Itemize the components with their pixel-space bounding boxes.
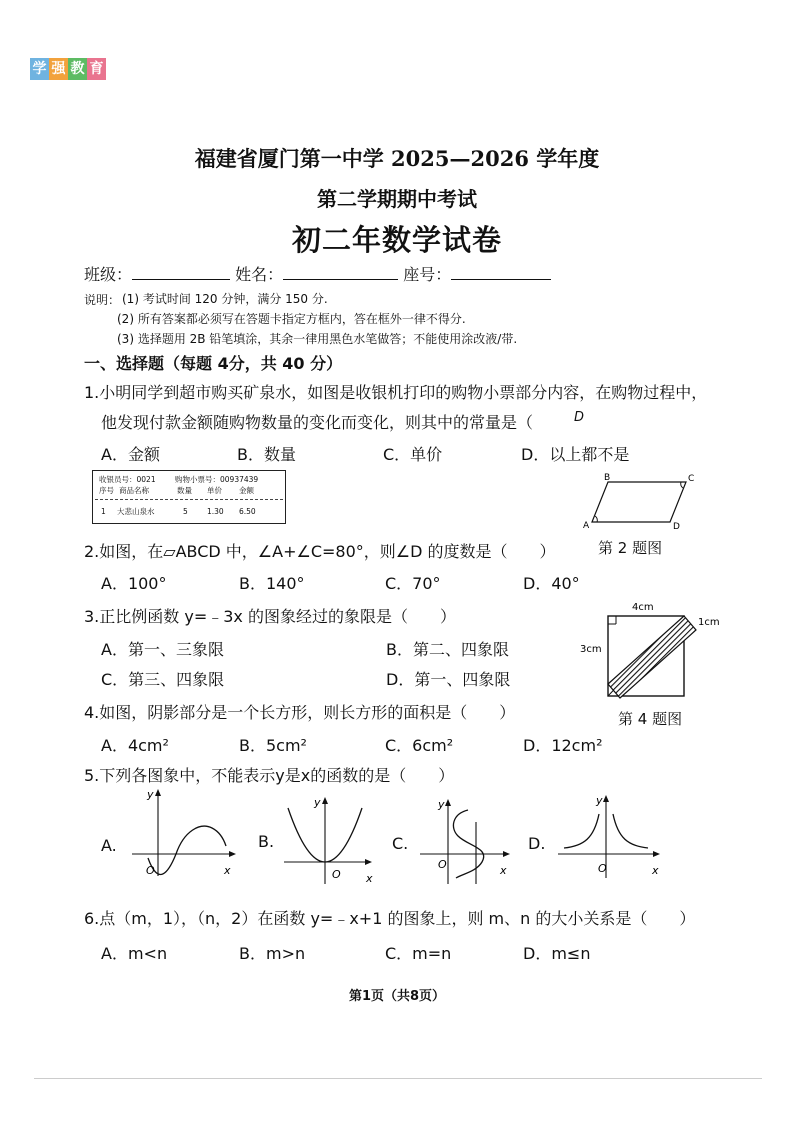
graph-a-x-label: x xyxy=(224,864,231,877)
q2-option-a[interactable]: A．100° xyxy=(101,574,167,593)
receipt-row-name: 大悲山泉水 xyxy=(117,507,155,516)
q6-option-d[interactable]: D．m≤n xyxy=(523,944,591,963)
q5-text: 5.下列各图象中，不能表示y是x的函数的是（ ） xyxy=(84,766,455,785)
receipt xyxy=(92,470,286,524)
receipt-ticket: 购物小票号：00937439 xyxy=(175,475,259,484)
receipt-header-name: 商品名称 xyxy=(119,486,149,495)
q1-handwritten-answer: D xyxy=(574,410,585,425)
q1-line1: 1.小明同学到超市购买矿泉水，如图是收银机打印的购物小票部分内容，在购物过程中， xyxy=(84,383,708,402)
q5-graph-c xyxy=(416,794,516,886)
q3-option-a[interactable]: A．第一、三象限 xyxy=(101,640,224,659)
q1-option-d[interactable]: D．以上都不是 xyxy=(521,445,630,464)
q2-text: 2.如图，在▱ABCD 中，∠A+∠C=80°，则∠D 的度数是（ ） xyxy=(84,542,556,561)
note-1: (1) 考试时间 120 分钟，满分 150 分. xyxy=(122,292,328,306)
logo-char: 学 xyxy=(30,58,49,80)
bottom-divider xyxy=(34,1078,762,1079)
vertex-a-label: A xyxy=(583,521,590,531)
q3-option-b[interactable]: B．第二、四象限 xyxy=(386,640,509,659)
name-label: 姓名： xyxy=(235,265,284,284)
label-4cm: 4cm xyxy=(632,602,654,613)
logo-char: 强 xyxy=(49,58,68,80)
name-blank[interactable] xyxy=(283,265,398,280)
seat-label: 座号： xyxy=(403,265,452,284)
q3-option-d[interactable]: D．第一、四象限 xyxy=(386,670,511,689)
q4-option-d[interactable]: D．12cm² xyxy=(523,736,603,755)
q6-option-c[interactable]: C．m=n xyxy=(385,944,452,963)
page-footer: 第1页（共8页） xyxy=(348,989,446,1004)
graph-c-x-label: x xyxy=(500,864,507,877)
q1-option-b[interactable]: B．数量 xyxy=(237,445,296,464)
q4-text: 4.如图，阴影部分是一个长方形，则长方形的面积是（ ） xyxy=(84,703,516,722)
angle-c-arc xyxy=(681,482,683,488)
logo-char: 教 xyxy=(68,58,87,80)
q2-option-d[interactable]: D．40° xyxy=(523,574,580,593)
graph-d-y-label: y xyxy=(596,794,603,807)
logo xyxy=(30,58,106,80)
q1-option-a[interactable]: A．金额 xyxy=(101,445,160,464)
q2-option-b[interactable]: B．140° xyxy=(239,574,305,593)
class-label: 班级： xyxy=(84,265,133,284)
receipt-divider xyxy=(95,499,283,500)
graph-b-origin-label: O xyxy=(332,868,341,881)
seat-blank[interactable] xyxy=(451,265,551,280)
notes-label: 说明： xyxy=(84,293,121,307)
graph-b-y-label: y xyxy=(314,796,321,809)
q4-option-b[interactable]: B．5cm² xyxy=(239,736,307,755)
parallelogram-shape xyxy=(592,482,686,522)
label-3cm: 3cm xyxy=(580,644,602,655)
graph-a-origin-label: O xyxy=(146,864,155,877)
graph-d-x-label: x xyxy=(652,864,659,877)
q5-option-c[interactable]: C. xyxy=(392,834,409,853)
receipt-header-qty: 数量 xyxy=(177,486,192,495)
angle-a-arc xyxy=(595,516,597,522)
q5-graph-a xyxy=(128,786,240,880)
q1-line2: 他发现付款金额随购物数量的变化而变化，则其中的常量是（ xyxy=(101,413,534,432)
note-3: (3) 选择题用 2B 铅笔填涂，其余一律用黑色水笔做答；不能使用涂改液/带. xyxy=(117,332,518,346)
receipt-header-amount: 金额 xyxy=(239,486,254,495)
q5-option-b[interactable]: B. xyxy=(258,832,275,851)
receipt-header-price: 单价 xyxy=(207,486,222,495)
q5-graph-d xyxy=(554,790,666,882)
q2-caption: 第 2 题图 xyxy=(598,539,663,557)
graph-c-y-label: y xyxy=(438,798,445,811)
receipt-cashier: 收银员号：0021 xyxy=(99,475,156,484)
vertex-b-label: B xyxy=(604,473,611,483)
receipt-row-price: 1.30 xyxy=(207,507,224,516)
receipt-header-no: 序号 xyxy=(99,486,114,495)
note-2: (2) 所有答案都必须写在答题卡指定方框内，答在框外一律不得分. xyxy=(117,312,466,326)
receipt-row-qty: 5 xyxy=(183,507,188,516)
graph-b-x-label: x xyxy=(366,872,373,885)
receipt-row-no: 1 xyxy=(101,507,106,516)
q5-option-d[interactable]: D. xyxy=(528,834,546,853)
q4-option-a[interactable]: A．4cm² xyxy=(101,736,169,755)
paper-title: 初二年数学试卷 xyxy=(291,223,502,257)
q2-parallelogram-figure xyxy=(578,472,698,532)
label-1cm: 1cm xyxy=(698,617,720,628)
exam-title: 第二学期期中考试 xyxy=(317,187,477,211)
graph-a-y-label: y xyxy=(147,788,154,801)
vertex-c-label: C xyxy=(688,474,695,484)
graph-c-origin-label: O xyxy=(438,858,447,871)
logo-char: 育 xyxy=(87,58,106,80)
receipt-row-amount: 6.50 xyxy=(239,507,256,516)
q5-option-a[interactable]: A. xyxy=(101,836,117,855)
class-blank[interactable] xyxy=(132,265,230,280)
q2-option-c[interactable]: C．70° xyxy=(385,574,441,593)
q6-text: 6.点（m，1），（n，2）在函数 y=﹣x+1 的图象上，则 m、n 的大小关系是（ ） xyxy=(84,909,696,928)
q6-option-a[interactable]: A．m<n xyxy=(101,944,168,963)
info-line xyxy=(84,262,551,285)
q4-caption: 第 4 题图 xyxy=(618,710,683,728)
q4-option-c[interactable]: C．6cm² xyxy=(385,736,454,755)
q3-text: 3.正比例函数 y=﹣3x 的图象经过的象限是（ ） xyxy=(84,607,456,626)
school-title: 福建省厦门第一中学 2025—2026 学年度 xyxy=(194,146,600,171)
q1-option-c[interactable]: C．单价 xyxy=(383,445,443,464)
q3-option-c[interactable]: C．第三、四象限 xyxy=(101,670,225,689)
vertex-d-label: D xyxy=(673,522,680,532)
q5-graph-b xyxy=(280,794,380,886)
section-title: 一、选择题（每题 4分，共 40 分） xyxy=(84,354,343,373)
shaded-rectangle xyxy=(608,616,696,698)
graph-d-origin-label: O xyxy=(598,862,607,875)
q6-option-b[interactable]: B．m>n xyxy=(239,944,306,963)
q4-rectangle-figure xyxy=(578,600,728,705)
